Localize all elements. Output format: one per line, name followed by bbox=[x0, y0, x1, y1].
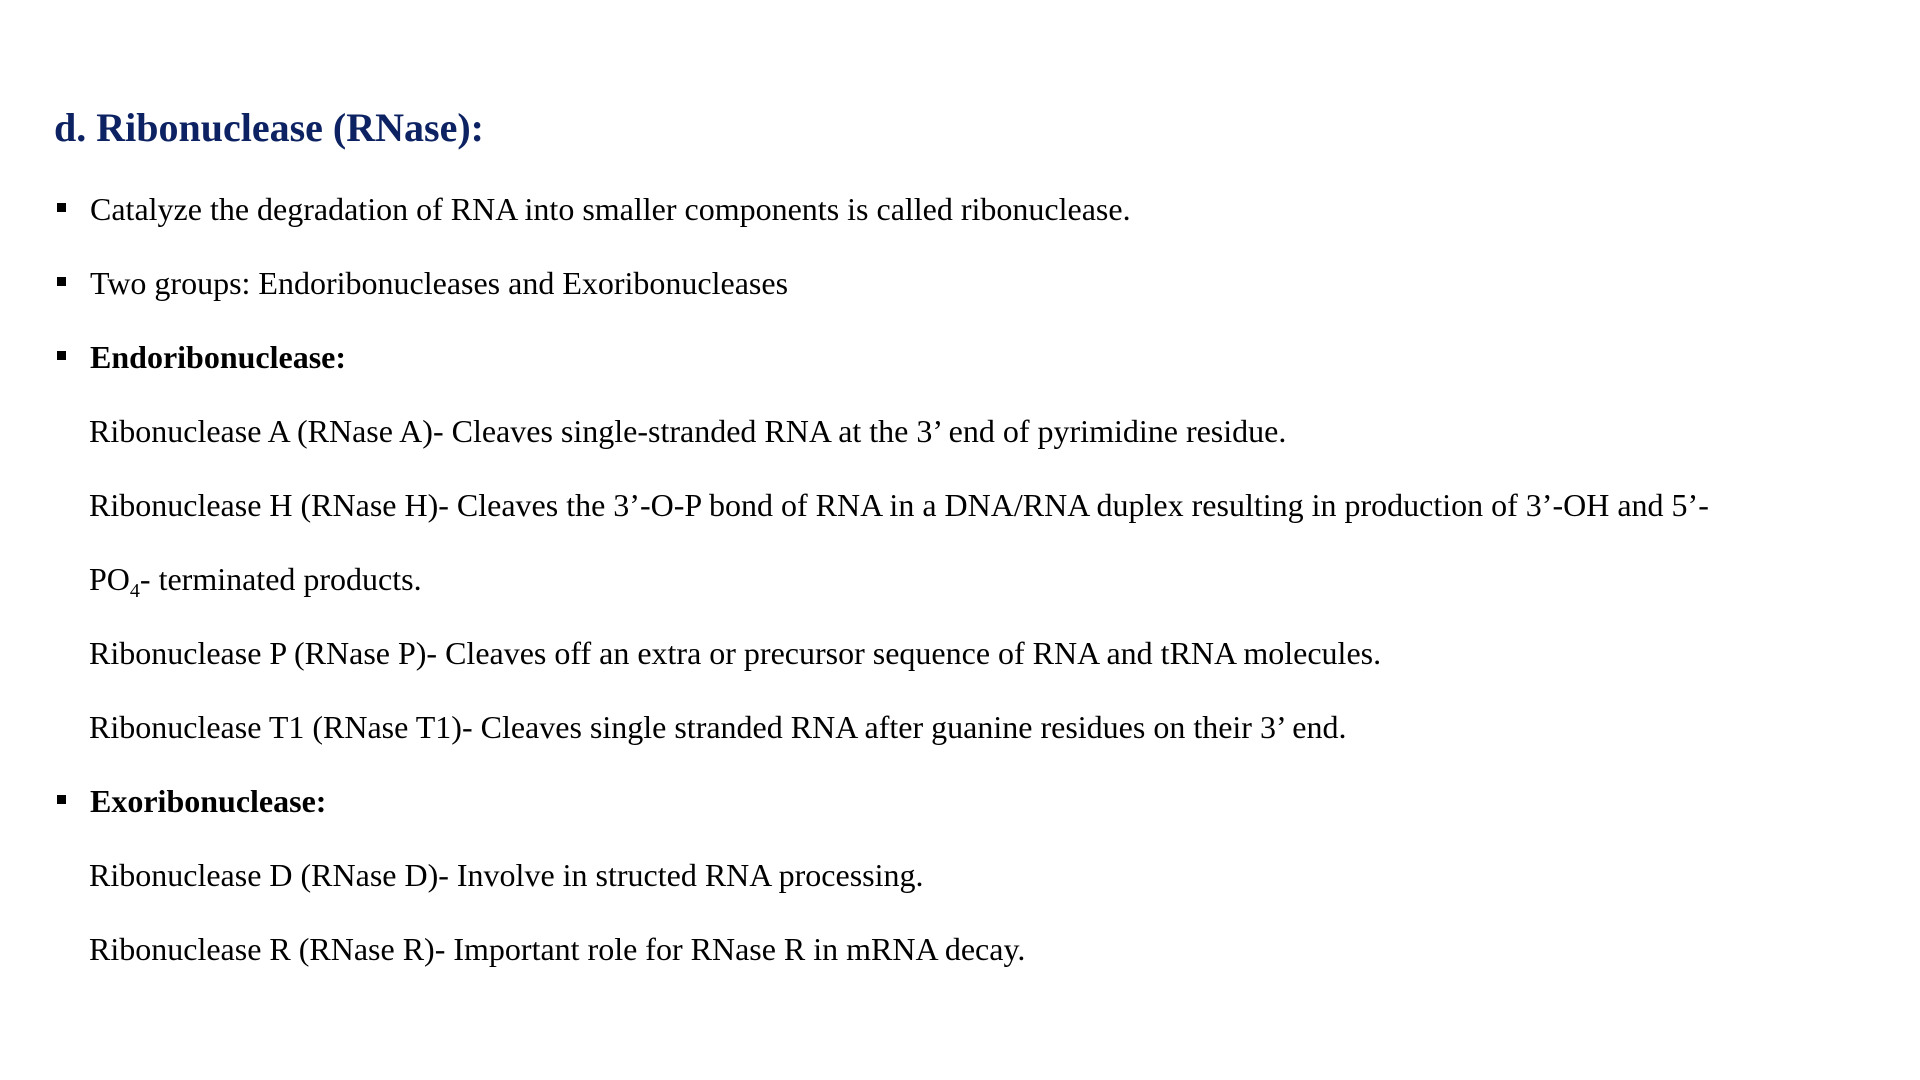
bullet-text-groups: Two groups: Endoribonucleases and Exoribonucleases bbox=[90, 265, 789, 301]
rnase-h-subscript: 4 bbox=[129, 580, 140, 602]
rnase-h-text-line2 bbox=[89, 559, 422, 602]
rnase-d-text: Ribonuclease D (RNase D)- Involve in structed RNA processing. bbox=[89, 857, 924, 893]
bullet-text-definition: Catalyze the degradation of RNA into smaller components is called ribonuclease. bbox=[90, 191, 1131, 227]
rnase-h-suffix: - terminated products. bbox=[139, 561, 422, 597]
rnase-r-text: Ribonuclease R (RNase R)- Important role for RNase R in mRNA decay. bbox=[89, 931, 1026, 967]
slide-title: d. Ribonuclease (RNase): bbox=[54, 105, 484, 150]
heading-exoribonuclease: Exoribonuclease: bbox=[90, 783, 327, 819]
rnase-t1-text: Ribonuclease T1 (RNase T1)- Cleaves single stranded RNA after guanine residues on their 3’ end. bbox=[89, 709, 1347, 745]
bullet-square-icon bbox=[57, 203, 66, 212]
bullet-square-icon bbox=[57, 277, 66, 286]
bullet-square-icon bbox=[57, 351, 66, 360]
rnase-h-po-prefix: PO bbox=[89, 561, 130, 597]
rnase-a-text: Ribonuclease A (RNase A)- Cleaves single-stranded RNA at the 3’ end of pyrimidine residue. bbox=[89, 413, 1287, 449]
rnase-p-text: Ribonuclease P (RNase P)- Cleaves off an extra or precursor sequence of RNA and tRNA molecules. bbox=[89, 635, 1382, 671]
heading-endoribonuclease: Endoribonuclease: bbox=[90, 339, 347, 375]
rnase-h-text-line1: Ribonuclease H (RNase H)- Cleaves the 3’-O-P bond of RNA in a DNA/RNA duplex resulting in production of 3’-OH and 5’- bbox=[89, 487, 1709, 523]
bullet-square-icon bbox=[57, 795, 66, 804]
